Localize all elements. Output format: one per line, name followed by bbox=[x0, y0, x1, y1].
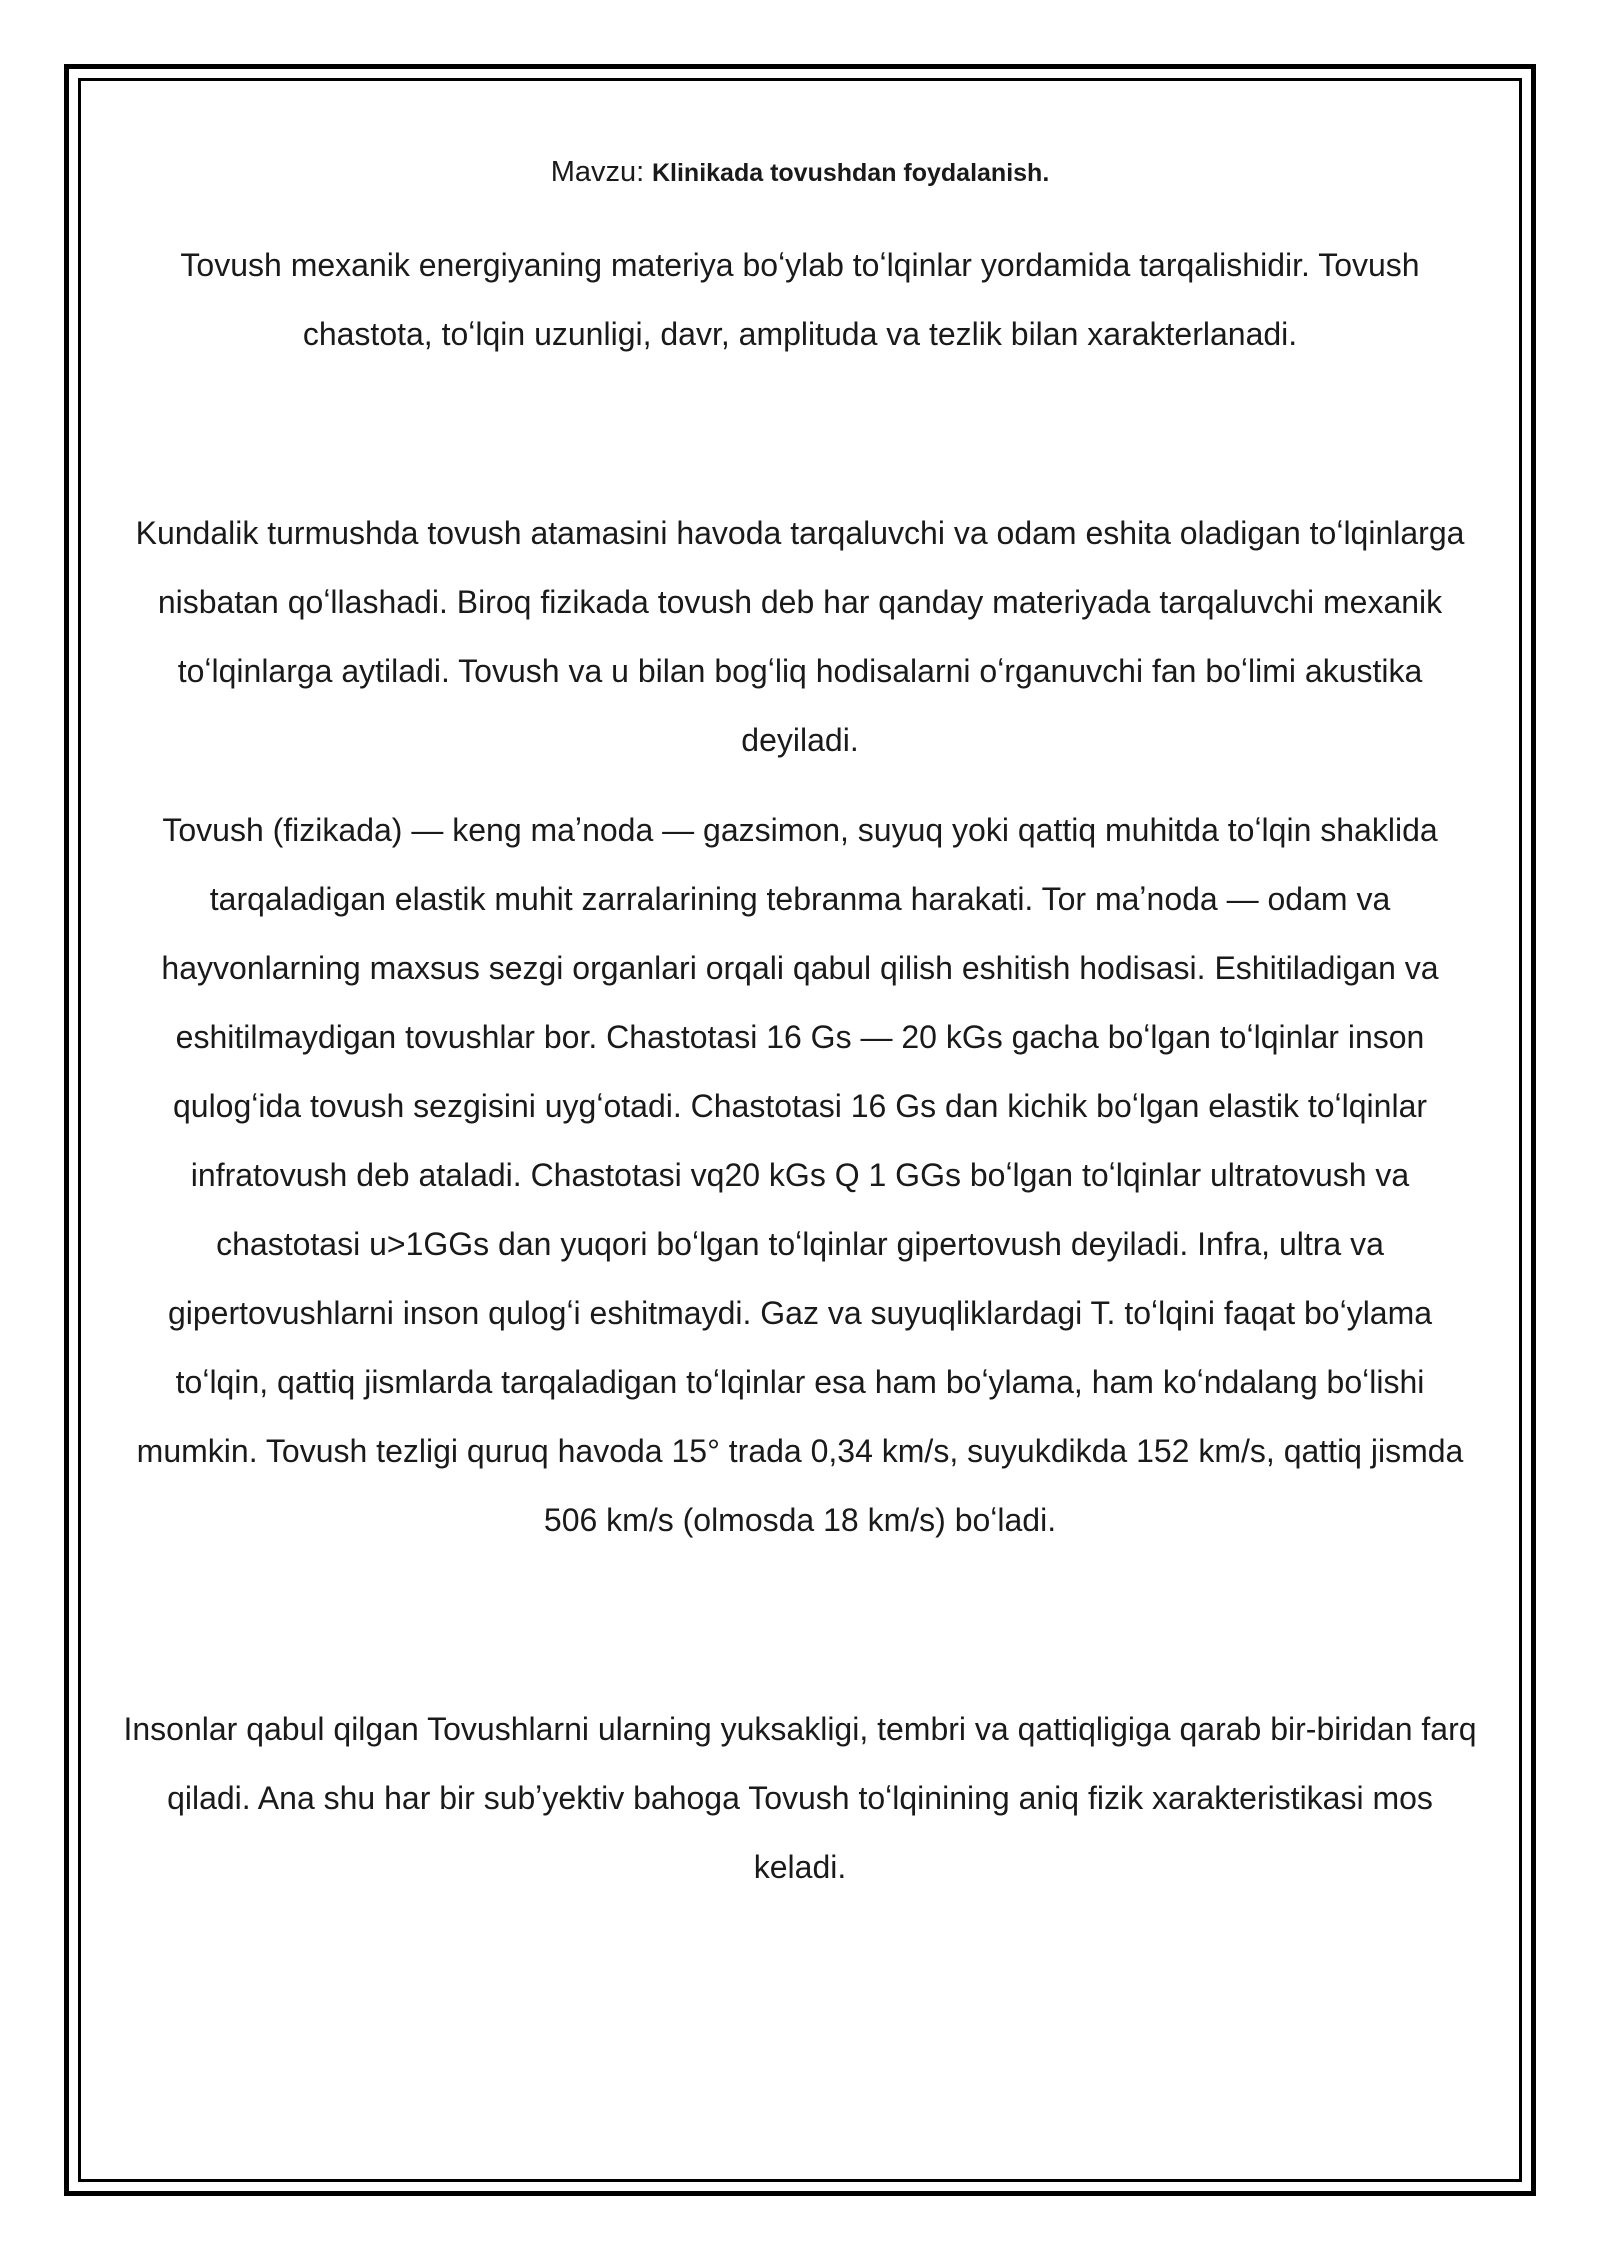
paragraph-intro: Tovush mexanik energiyaning materiya boʻylab toʻlqinlar yordamida tarqalishidir. Tovush chastota, toʻlqin uzunligi, davr, amplituda va tezlik bilan xarakterlanadi. bbox=[180, 247, 1420, 352]
paragraph-physics: Tovush (fizikada) — keng maʼnoda — gazsimon, suyuq yoki qattiq muhitda toʻlqin shaklida tarqaladigan elastik muhit zarralarining tebranma harakati. Tor maʼnoda — odam va hayvonlarning maxsus sezgi organlari orqali qabul qilish eshitish hodisasi. Eshitiladigan va eshitilmaydigan tovushlar bor. Chastotasi 16 Gs — 20 kGs gacha boʻlgan toʻlqinlar inson qulogʻida tovush sezgisini uygʻotadi. Chastotasi 16 Gs dan kichik boʻlgan elastik toʻlqinlar infratovush deb ataladi. Chastotasi vq20 kGs Q 1 GGs boʻlgan toʻlqinlar ultratovush va chastotasi u>1GGs dan yuqori boʻlgan toʻlqinlar gipertovush deyiladi. Infra, ultra va gipertovushlarni inson qulogʻi eshitmaydi. Gaz va suyuqliklardagi T. toʻlqini faqat boʻylama toʻlqin, qattiq jismlarda tarqaladigan toʻlqinlar esa ham boʻylama, ham koʻndalang boʻlishi mumkin. Tovush tezligi quruq havoda 15° trada 0,34 km/s, suyukdikda 152 km/s, qattiq jismda 506 km/s (olmosda 18 km/s) boʻladi. bbox=[136, 812, 1464, 1538]
spacer bbox=[118, 369, 1482, 499]
title-label: Mavzu: bbox=[550, 156, 645, 188]
paragraph-perception: Insonlar qabul qilgan Tovushlarni ularning yuksakligi, tembri va qattiqligiga qarab bir-biridan farq qiladi. Ana shu har bir subʼyektiv bahoga Tovush toʻlqinining aniq fizik xarakteristikasi mos keladi. bbox=[123, 1711, 1477, 1885]
spacer bbox=[118, 1555, 1482, 1695]
document-body bbox=[118, 150, 1482, 1902]
document-title bbox=[118, 150, 1482, 195]
paragraph-definition: Kundalik turmushda tovush atamasini havoda tarqaluvchi va odam eshita oladigan toʻlqinlarga nisbatan qoʻllashadi. Biroq fizikada tovush deb har qanday materiyada tarqaluvchi mexanik toʻlqinlarga aytiladi. Tovush va u bilan bogʻliq hodisalarni oʻrganuvchi fan boʻlimi akustika deyiladi. bbox=[135, 515, 1465, 758]
title-text: Klinikada tovushdan foydalanish. bbox=[651, 159, 1050, 187]
spacer bbox=[118, 775, 1482, 796]
